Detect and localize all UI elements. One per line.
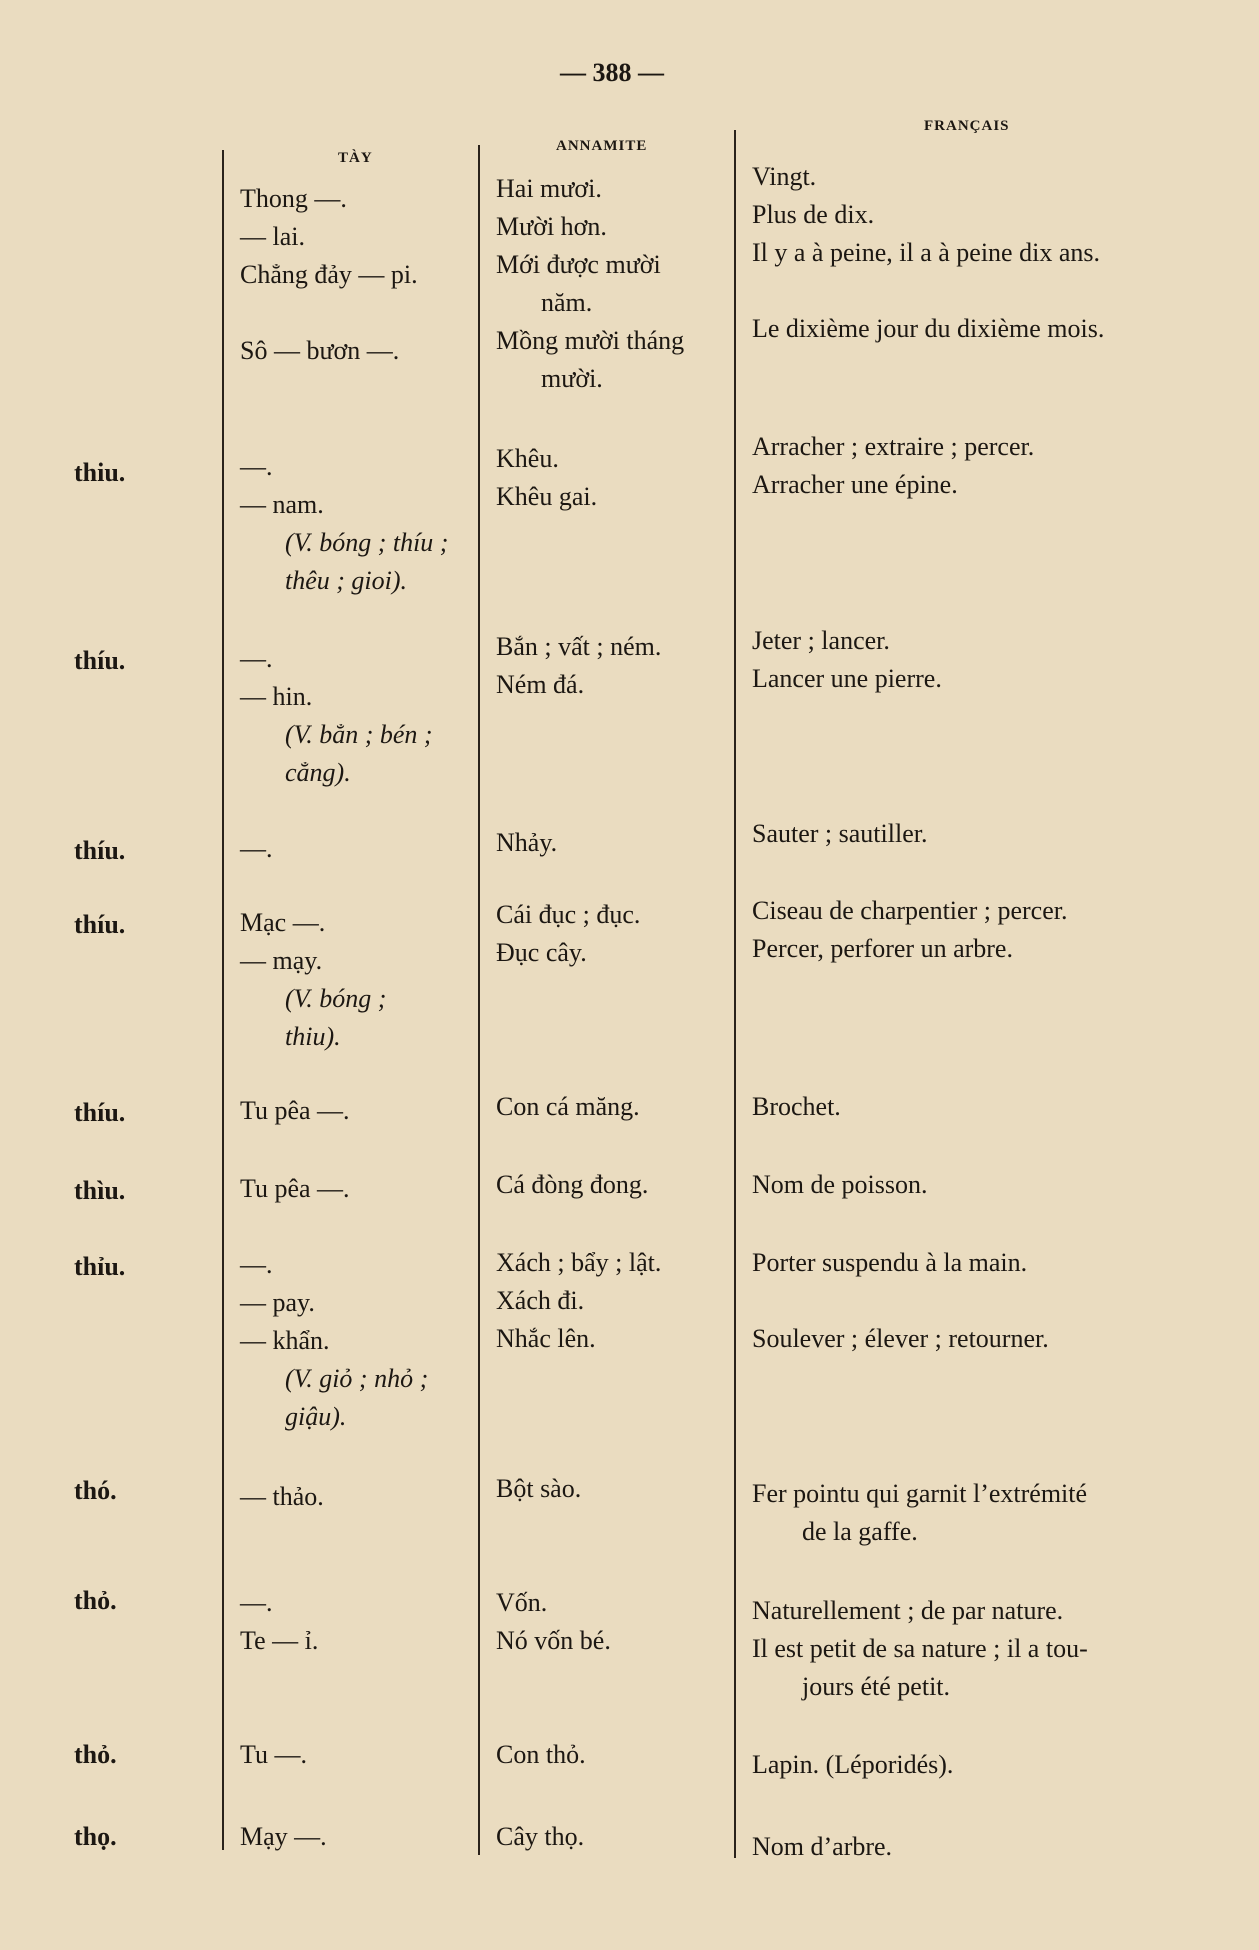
annamite-cell	[496, 1584, 611, 1660]
tay-line: — mạy.	[240, 946, 323, 975]
tay-line: (V. giỏ ; nhỏ ;	[285, 1364, 429, 1393]
headword: thỏ.	[74, 1586, 117, 1615]
annamite-line: Con cá măng.	[496, 1092, 640, 1121]
headword: thọ.	[74, 1822, 117, 1851]
tay-line: (V. bóng ;	[285, 984, 387, 1013]
annamite-line: Cá đòng đong.	[496, 1170, 649, 1199]
tay-line: giậu).	[285, 1402, 347, 1431]
french-line: Nom d’arbre.	[752, 1832, 893, 1861]
annamite-cell	[496, 896, 640, 972]
tay-line: —.	[240, 644, 273, 673]
tay-line: cẳng).	[285, 758, 351, 787]
annamite-line: Xách ; bẩy ; lật.	[496, 1248, 662, 1277]
tay-line: Chẳng đảy — pi.	[240, 260, 418, 289]
french-line: Lapin. (Léporidés).	[752, 1750, 954, 1779]
french-line: Fer pointu qui garnit l’extrémité	[752, 1479, 1088, 1508]
french-line: Soulever ; élever ; retourner.	[752, 1324, 1049, 1353]
french-cell	[752, 1828, 892, 1866]
tay-line: Thong —.	[240, 184, 347, 213]
tay-line: Te — ỉ.	[240, 1626, 319, 1655]
tay-line: Tu pêa —.	[240, 1096, 350, 1125]
annamite-line: Ném đá.	[496, 670, 585, 699]
tay-cell	[240, 1584, 318, 1660]
tay-line: — lai.	[240, 222, 305, 251]
headword: thíu.	[74, 910, 126, 939]
tay-line: Tu —.	[240, 1740, 307, 1769]
annamite-line: Bắn ; vất ; ném.	[496, 632, 662, 661]
french-line: Vingt.	[752, 162, 817, 191]
annamite-line: Cây thọ.	[496, 1822, 585, 1851]
tay-cell	[240, 448, 448, 600]
french-line: Nom de poisson.	[752, 1170, 928, 1199]
tay-line: Mạy —.	[240, 1822, 327, 1851]
headword: thíu.	[74, 836, 126, 865]
annamite-line: Khêu.	[496, 444, 559, 473]
annamite-cell	[496, 440, 597, 516]
tay-cell	[240, 1092, 350, 1130]
french-line: Porter suspendu à la main.	[752, 1248, 1028, 1277]
column-rule	[734, 130, 736, 1858]
headword: thíu.	[74, 1098, 126, 1127]
french-line: Ciseau de charpentier ; percer.	[752, 896, 1068, 925]
french-cell	[752, 1244, 1049, 1358]
annamite-line: Hai mươi.	[496, 174, 602, 203]
headword: thiu.	[74, 458, 126, 487]
tay-cell	[240, 1478, 324, 1516]
tay-cell	[240, 904, 386, 1056]
french-cell	[752, 1592, 1088, 1706]
french-line: Il y a à peine, il a à peine dix ans.	[752, 238, 1100, 267]
tay-line: (V. bóng ; thíu ;	[285, 528, 449, 557]
column-header-annamite: ANNAMITE	[556, 138, 648, 154]
french-line: Il est petit de sa nature ; il a tou-	[752, 1634, 1088, 1663]
tay-cell	[240, 1818, 327, 1856]
french-line: Plus de dix.	[752, 200, 875, 229]
headword: thìu.	[74, 1176, 126, 1205]
tay-cell	[240, 1246, 428, 1436]
annamite-line: Nó vốn bé.	[496, 1626, 611, 1655]
tay-line: — thảo.	[240, 1482, 324, 1511]
column-rule	[222, 150, 224, 1850]
annamite-line: Cái đục ; đục.	[496, 900, 641, 929]
annamite-cell	[496, 628, 661, 704]
annamite-cell	[496, 1470, 581, 1508]
annamite-line: Nhảy.	[496, 828, 558, 857]
tay-cell	[240, 1170, 350, 1208]
headword: thỏ.	[74, 1740, 117, 1769]
french-cell	[752, 622, 942, 698]
french-cell	[752, 1088, 841, 1126]
french-line: Naturellement ; de par nature.	[752, 1596, 1064, 1625]
french-cell	[752, 1746, 953, 1784]
french-line: Jeter ; lancer.	[752, 626, 890, 655]
french-cell	[752, 1475, 1087, 1551]
annamite-line: Đục cây.	[496, 938, 587, 967]
annamite-line: Mới được mười	[496, 250, 661, 279]
french-cell	[752, 428, 1034, 504]
column-header-francais: FRANÇAIS	[924, 118, 1010, 134]
tay-line: thêu ; gioi).	[285, 566, 408, 595]
french-cell	[752, 892, 1067, 968]
annamite-cell	[496, 824, 557, 862]
tay-line: — khẩn.	[240, 1326, 330, 1355]
tay-line: —.	[240, 452, 273, 481]
annamite-line: mười.	[541, 364, 603, 393]
tay-cell	[240, 1736, 307, 1774]
tay-line: — pay.	[240, 1288, 315, 1317]
headword: thíu.	[74, 646, 126, 675]
annamite-cell	[496, 1244, 661, 1358]
annamite-line: Vốn.	[496, 1588, 548, 1617]
tay-line: thiu).	[285, 1022, 341, 1051]
french-line: Sauter ; sautiller.	[752, 819, 928, 848]
tay-line: Tu pêa —.	[240, 1174, 350, 1203]
tay-line: —.	[240, 1588, 273, 1617]
headword: thỉu.	[74, 1252, 126, 1281]
annamite-line: Bột sào.	[496, 1474, 582, 1503]
tay-line: Mạc —.	[240, 908, 326, 937]
annamite-line: năm.	[541, 288, 593, 317]
french-line: Arracher ; extraire ; percer.	[752, 432, 1035, 461]
column-rule	[478, 145, 480, 1855]
annamite-line: Mười hơn.	[496, 212, 607, 241]
french-line: de la gaffe.	[802, 1517, 918, 1546]
annamite-cell	[496, 170, 684, 398]
annamite-line: Con thỏ.	[496, 1740, 586, 1769]
tay-line: — hin.	[240, 682, 313, 711]
tay-cell	[240, 180, 418, 370]
annamite-line: Xách đi.	[496, 1286, 585, 1315]
annamite-cell	[496, 1088, 640, 1126]
page-number: — 388 —	[560, 58, 664, 87]
french-cell	[752, 815, 927, 853]
annamite-line: Mồng mười tháng	[496, 326, 685, 355]
french-line: jours été petit.	[802, 1672, 951, 1701]
annamite-line: Nhắc lên.	[496, 1324, 596, 1353]
annamite-cell	[496, 1166, 648, 1204]
tay-cell	[240, 830, 273, 868]
french-line: Le dixième jour du dixième mois.	[752, 314, 1105, 343]
annamite-line: Khêu gai.	[496, 482, 598, 511]
french-line: Arracher une épine.	[752, 470, 958, 499]
french-line: Lancer une pierre.	[752, 664, 942, 693]
french-line: Percer, perforer un arbre.	[752, 934, 1013, 963]
tay-line: — nam.	[240, 490, 324, 519]
tay-line: —.	[240, 1250, 273, 1279]
tay-line: —.	[240, 834, 273, 863]
annamite-cell	[496, 1736, 586, 1774]
tay-cell	[240, 640, 433, 792]
french-cell	[752, 158, 1104, 348]
tay-line: Sô — bươn —.	[240, 336, 400, 365]
french-line: Brochet.	[752, 1092, 841, 1121]
french-cell	[752, 1166, 928, 1204]
headword: thó.	[74, 1476, 117, 1505]
tay-line: (V. bẳn ; bén ;	[285, 720, 433, 749]
column-header-tay: TÀY	[338, 150, 373, 166]
annamite-cell	[496, 1818, 584, 1856]
